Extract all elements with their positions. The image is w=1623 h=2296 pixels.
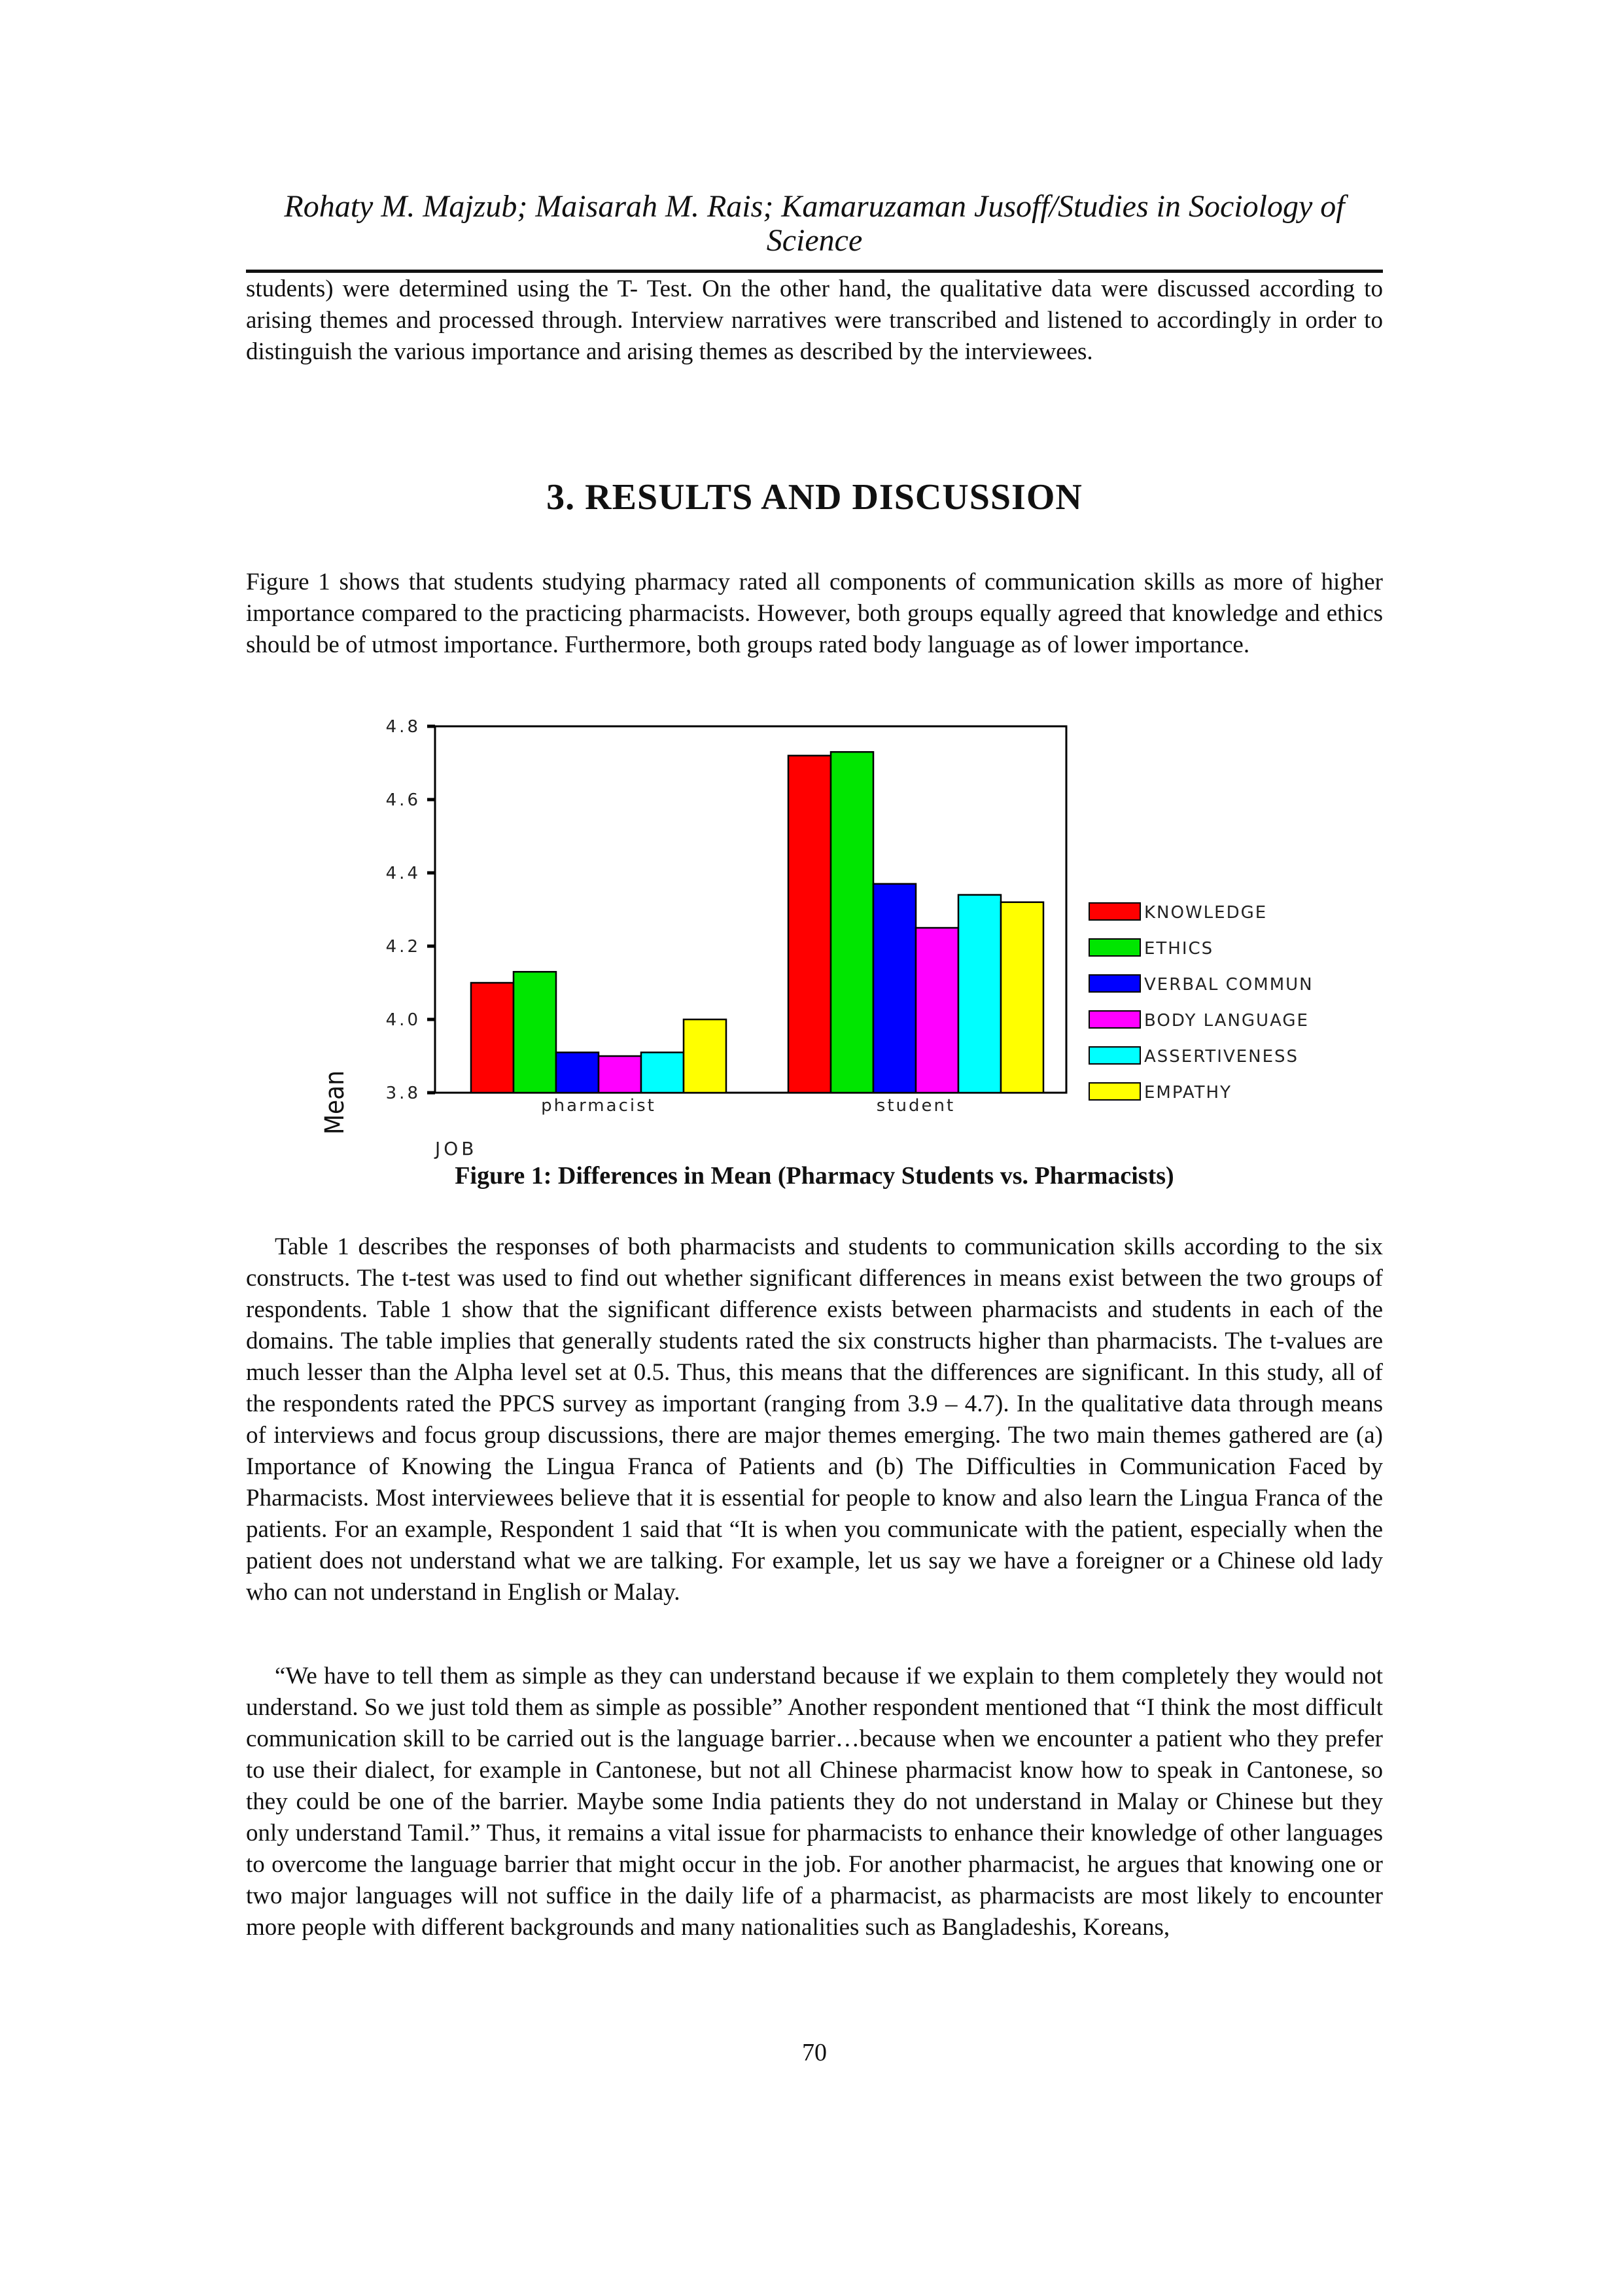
- legend-label: BODY LANGUAGE: [1144, 1011, 1309, 1031]
- legend-swatch: [1089, 939, 1140, 956]
- legend-label: KNOWLEDGE: [1144, 903, 1268, 923]
- legend-label: VERBAL COMMUN: [1144, 975, 1314, 995]
- bar-student-knowledge: [788, 756, 831, 1093]
- x-tick-label: student: [876, 1096, 956, 1116]
- page-number: 70: [802, 2039, 827, 2066]
- header-rule: [246, 270, 1383, 273]
- y-tick-label: 4.0: [385, 1010, 421, 1030]
- bar-student-body-language: [916, 928, 958, 1093]
- legend-label: EMPATHY: [1144, 1083, 1232, 1103]
- bar-pharmacist-empathy: [684, 1019, 726, 1093]
- x-axis-label: JOB: [435, 1138, 478, 1159]
- bar-student-ethics: [831, 752, 873, 1093]
- intro-paragraph: students) were determined using the T- Test. On the other hand, the qualitative data were discussed according to arising themes and processed through. Interview narratives were transcribed and listened to accordingly in order to distinguish the various importance and arising themes as described by the interviewees.: [246, 275, 1383, 365]
- bar-chart: [307, 710, 1406, 1168]
- legend-swatch: [1089, 1047, 1140, 1064]
- figure-caption: Figure 1: Differences in Mean (Pharmacy Students vs. Pharmacists): [455, 1162, 1174, 1190]
- results-paragraph-2: Table 1 describes the responses of both pharmacists and students to communication skills according to the six constructs. The t-test was used to find out whether significant differences in means exist between the two groups of respondents. Table 1 show that the significant difference exists between pharmacists and students in each of the domains. The table implies that generally students rated the six constructs higher than pharmacists. The t-values are much lesser than the Alpha level set at 0.5. Thus, this means that the differences are significant. In this study, all of the respondents rated the PPCS survey as important (ranging from 3.9 – 4.7). In the qualitative data through means of interviews and focus group discussions, there are major themes emerging. The two main themes gathered are (a) Importance of Knowing the Lingua Franca of Patients and (b) The Difficulties in Communication Faced by Pharmacists. Most interviewees believe that it is essential for people to know and also learn the Lingua Franca of the patients. For an example, Respondent 1 said that “It is when you communicate with the patient, especially when the patient does not understand what we are talking. For example, let us say we have a foreigner or a Chinese old lady who can not understand in English or Malay.: [246, 1233, 1383, 1606]
- bar-pharmacist-ethics: [514, 972, 556, 1093]
- bar-pharmacist-verbal-commun: [556, 1052, 599, 1093]
- results-paragraph-3: “We have to tell them as simple as they can understand because if we explain to them completely they would not understand. So we just told them as simple as possible” Another respondent mentioned that “I think the most difficult communication skill to be carried out is the language barrier…because when we encounter a patient who they prefer to use their dialect, for example in Cantonese, but not all Chinese pharmacist know how to speak in Cantonese, so they could be one of the barrier. Maybe some India patients they do not understand in Malay or Chinese but they only understand Tamil.” Thus, it remains a vital issue for pharmacists to enhance their knowledge of other languages to overcome the language barrier that might occur in the job. For another pharmacist, he argues that knowing one or two major languages will not suffice in the daily life of a pharmacist, as pharmacists are most likely to encounter more people with different backgrounds and many nationalities such as Bangladeshis, Koreans,: [246, 1663, 1383, 1941]
- running-header: Rohaty M. Majzub; Maisarah M. Rais; Kamaruzaman Jusoff/Studies in Sociology of Science: [284, 189, 1345, 258]
- bar-pharmacist-body-language: [599, 1056, 641, 1093]
- y-tick-label: 4.6: [385, 790, 421, 810]
- legend-swatch: [1089, 1083, 1140, 1100]
- legend-swatch: [1089, 975, 1140, 992]
- section-heading: 3. RESULTS AND DISCUSSION: [546, 477, 1083, 518]
- legend-swatch: [1089, 1011, 1140, 1028]
- bar-pharmacist-assertiveness: [641, 1052, 684, 1093]
- y-tick-label: 3.8: [385, 1084, 421, 1103]
- bar-pharmacist-knowledge: [471, 983, 514, 1093]
- y-tick-label: 4.4: [385, 864, 421, 883]
- x-tick-label: pharmacist: [541, 1096, 656, 1116]
- legend-label: ASSERTIVENESS: [1144, 1047, 1299, 1067]
- bar-student-assertiveness: [958, 895, 1001, 1093]
- bar-student-verbal-commun: [873, 884, 916, 1093]
- legend-swatch: [1089, 903, 1140, 920]
- y-axis-label: Mean: [320, 1070, 350, 1135]
- bar-student-empathy: [1001, 902, 1043, 1093]
- y-tick-label: 4.2: [385, 937, 421, 957]
- y-tick-label: 4.8: [385, 717, 421, 737]
- legend-label: ETHICS: [1144, 939, 1214, 959]
- results-paragraph-1: Figure 1 shows that students studying pharmacy rated all components of communication skills as more of higher importance compared to the practicing pharmacists. However, both groups equally agreed that knowledge and ethics should be of utmost importance. Furthermore, both groups rated body language as of lower importance.: [246, 569, 1383, 658]
